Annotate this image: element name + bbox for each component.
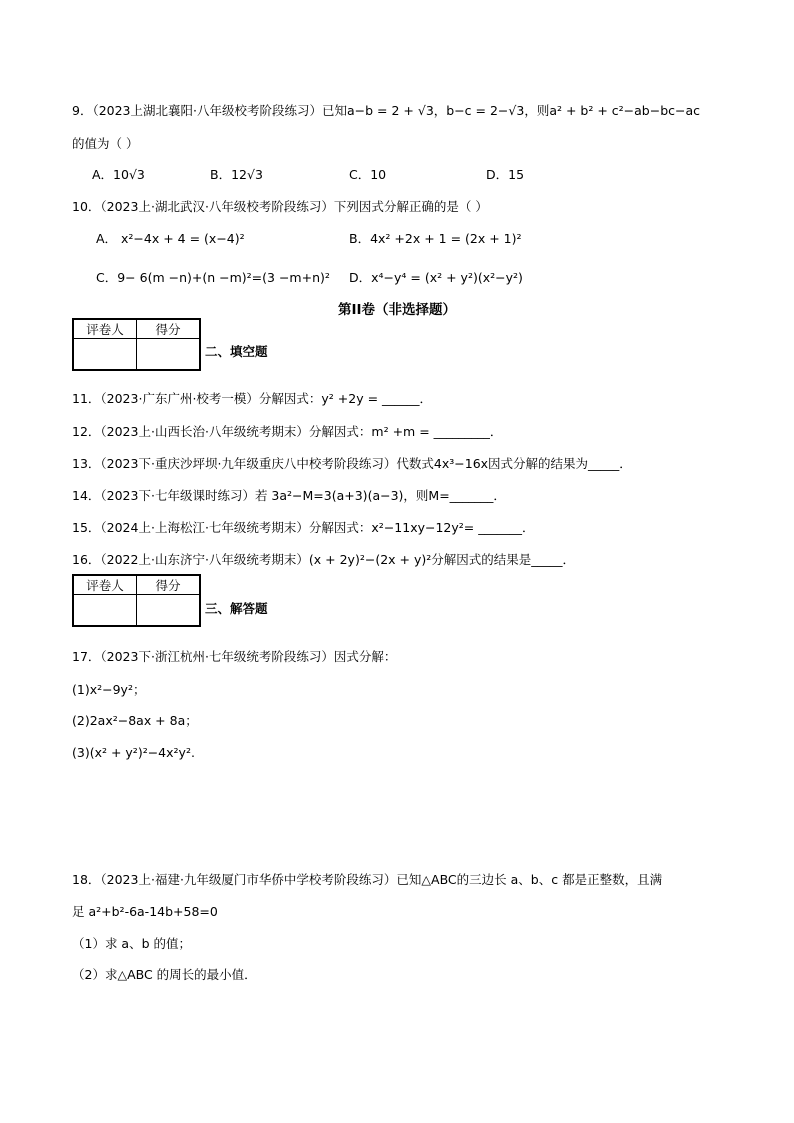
q18-line1: 18．（2023上·福建·九年级厦门市华侨中学校考阶段练习）已知△ABC的三边长 a、b、c 都是正整数，且满 [72,872,663,887]
grade-table-header-score: 得分 [137,319,201,339]
q9-option-c: C．10 [349,167,387,182]
q10-option-d: D．x⁴−y⁴ = (x² + y²)(x²−y²) [349,270,523,285]
section-fill-in-title: 二、填空题 [205,344,268,359]
grade-table-header-grader: 评卷人 [73,319,137,339]
q14: 14．（2023下·七年级课时练习）若 3a²−M=3(a+3)(a−3)，则M=_______． [72,488,506,503]
grade-table-2 [72,574,201,627]
q13: 13．（2023下·重庆沙坪坝·九年级重庆八中校考阶段练习）代数式4x³−16x因式分解的结果为_____． [72,456,632,471]
q18-part1: （1）求 a、b 的值； [72,936,191,951]
q9-line1: 9．（2023上湖北襄阳·八年级校考阶段练习）已知a−b = 2 + √3，b−c = 2−√3，则a² + b² + c²−ab−bc−ac [72,103,701,118]
q10-option-b: B．4x² +2x + 1 = (2x + 1)² [349,231,522,246]
q10-option-a: A． x²−4x + 4 = (x−4)² [96,231,245,246]
q17-part2: (2)2ax²−8ax + 8a； [72,713,198,728]
grade-table-cell-score[interactable] [137,595,201,627]
q18-line2: 足 a²+b²-6a-14b+58=0 [72,904,218,919]
q9-option-b: B．12√3 [210,167,263,182]
part2-title: 第II卷（非选择题） [337,302,457,318]
grade-table-header-score: 得分 [137,575,201,595]
q12: 12．（2023上·山西长治·八年级统考期末）分解因式：m² +m = _________． [72,424,503,439]
grade-table-cell-grader[interactable] [73,339,137,371]
grade-table-cell-grader[interactable] [73,595,137,627]
q17-stem: 17．（2023下·浙江杭州·七年级统考阶段练习）因式分解： [72,649,397,664]
q10-option-c: C．9− 6(m −n)+(n −m)²=(3 −m+n)² [96,270,330,285]
grade-table-header-grader: 评卷人 [73,575,137,595]
grade-table-cell-score[interactable] [137,339,201,371]
section-answer-title: 三、解答题 [205,601,268,616]
grade-table-1 [72,318,201,371]
q17-part3: (3)(x² + y²)²−4x²y². [72,745,195,760]
q9-option-d: D．15 [486,167,525,182]
q15: 15．（2024上·上海松江·七年级统考期末）分解因式：x²−11xy−12y²= _______． [72,520,535,535]
q9-option-a: A．10√3 [92,167,145,182]
q10-stem: 10．（2023上·湖北武汉·八年级校考阶段练习）下列因式分解正确的是（ ） [72,199,488,214]
q11: 11．（2023·广东广州·校考一模）分解因式：y² +2y = ______． [72,391,433,406]
q18-part2: （2）求△ABC 的周长的最小值． [72,967,257,982]
q16: 16．（2022上·山东济宁·八年级统考期末）(x + 2y)²−(2x + y)²分解因式的结果是_____． [72,552,576,567]
q17-part1: (1)x²−9y²； [72,682,146,697]
q9-line2: 的值为（ ） [72,136,139,151]
